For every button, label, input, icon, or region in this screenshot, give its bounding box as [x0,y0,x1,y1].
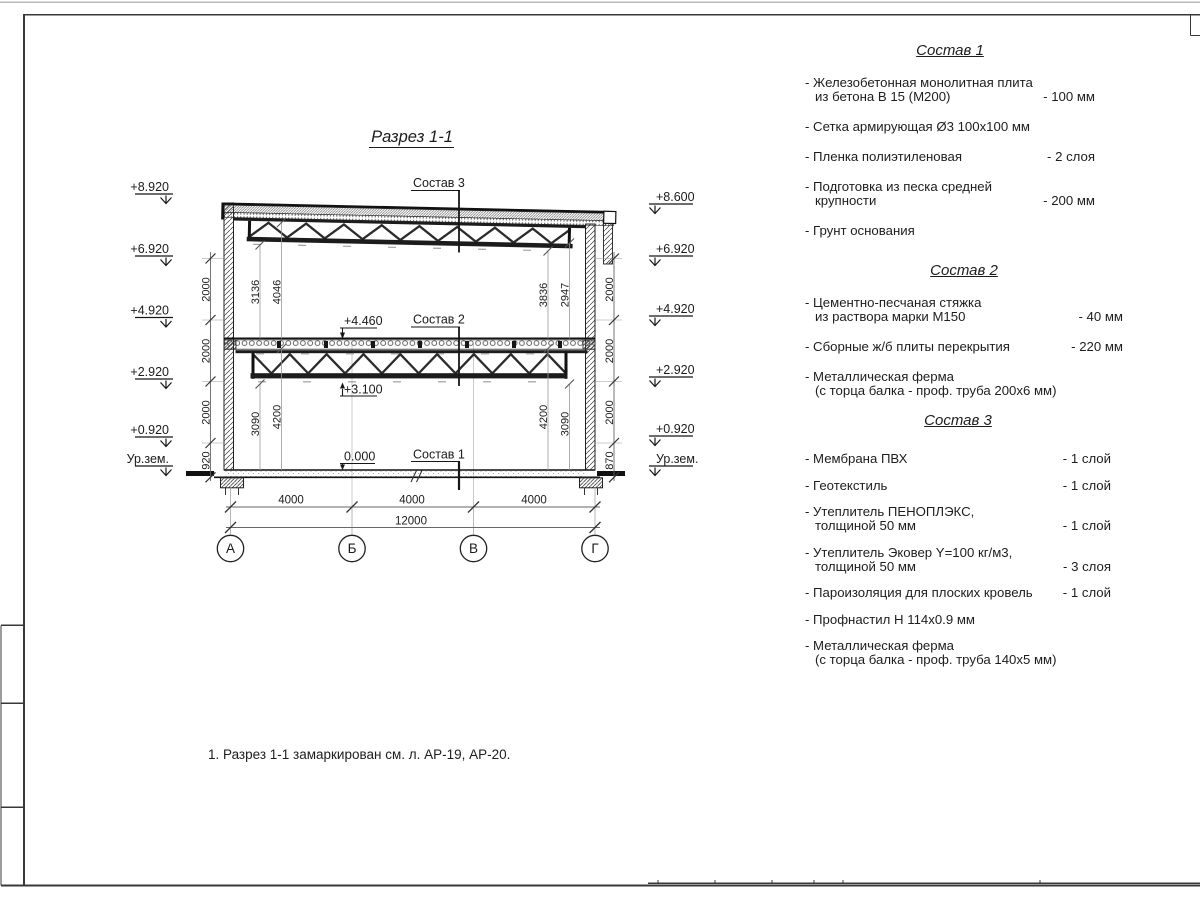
left-wall [224,203,234,470]
foundation-left [221,478,244,488]
level-marks [340,314,383,470]
section-title: Состав 1 [916,42,984,59]
list-item: - Грунт основания [805,223,915,238]
floor-truss-top-chord [236,350,588,353]
dim-ll-1: 4200 [271,404,284,430]
composition-section-3 [805,414,1135,667]
span-dim-0: 4000 [278,494,304,507]
item-value: - 1 слой [1062,518,1111,533]
dim-left-3: 920 [200,451,213,470]
list-item: - Сборные ж/б плиты перекрытия - 220 мм [805,339,1123,354]
elev-left-1: +6.920 [130,242,169,256]
ground-floor [186,470,625,495]
elev-left-0: +8.920 [130,180,169,194]
elev-right-1: +6.920 [656,242,695,256]
dim-ur-0: 3836 [538,282,550,308]
axis-g: Г [591,541,599,557]
axis-bubbles [217,535,608,561]
elevation-marks-left [127,180,173,476]
drawing-title: Разрез 1-1 [371,128,453,146]
list-item: - Профнастил Н 114x0.9 мм [805,611,975,627]
dims-bottom [225,487,601,535]
dim-left-2: 2000 [200,400,213,425]
dim-chain-left [201,252,226,482]
item-value: - 3 слоя [1063,558,1111,574]
foundation-right [580,478,603,488]
title-block-edge [648,880,1200,884]
axis-b: Б [347,541,357,557]
dim-chain-right [595,252,622,482]
elev-right-5: Ур.зем. [656,452,699,466]
dim-right-0: 2000 [604,277,616,302]
span-dim-2: 4000 [521,494,547,507]
elev-right-3: +2.920 [656,363,695,377]
axis-a: А [225,541,236,557]
span-dim-1: 4000 [399,494,425,507]
composition-section-1 [805,44,1135,238]
dim-lr-0: 4200 [538,404,550,430]
roof-edge-cap [604,211,616,223]
middle-floor [224,338,595,382]
list-item: - Цементно-песчаная стяжка из раствора марки М150 - 40 мм [805,295,1123,324]
elev-left-5: Ур.зем. [126,452,169,466]
elevation-marks-right [649,190,698,476]
axis-v: В [468,541,479,557]
dim-right-3: 870 [604,451,616,470]
item-value: - 200 мм [1043,193,1095,208]
dim-ul-0: 3136 [250,279,262,305]
mark-0000: 0.000 [344,449,376,464]
list-item: - Сетка армирующая Ø3 100x100 мм [805,119,1030,134]
item-value: - 100 мм [1043,89,1095,104]
elev-left-3: +2.920 [130,365,169,379]
dim-ur-1: 2947 [559,282,572,308]
list-item: - Железобетонная монолитная плита из бетона В 15 (М200) - 100 мм [805,75,1095,104]
mark-3100: +3.100 [344,382,383,397]
list-item: - Металлическая ферма (с торца балка - проф. труба 200х6 мм) [805,369,1057,398]
item-value: - 40 мм [1078,309,1123,324]
item-value: - 1 слой [1062,451,1111,466]
list-item: - Геотекстиль - 1 слой [805,477,1111,493]
elev-left-2: +4.920 [130,303,169,318]
composition-section-2 [805,264,1135,398]
callout-sostav1: Состав 1 [413,447,465,462]
total-dim: 12000 [395,515,427,528]
item-value: - 2 слоя [1047,149,1095,164]
dim-right-1: 2000 [604,338,616,364]
callout-sostav3: Состав 3 [413,176,465,190]
elev-right-0: +8.600 [656,190,695,204]
ground-level-bar-left [186,471,214,476]
list-item: - Утеплитель ПЕНОПЛЭКС, толщиной 50 мм - 1 слой [805,504,1111,533]
dim-lr-1: 3090 [559,411,572,437]
list-item: - Подготовка из песка средней крупности - 200 мм [805,179,1095,208]
section-title: Состав 3 [924,412,992,429]
roof-assembly [221,202,616,252]
dim-ul-1: 4046 [271,279,284,305]
list-item: - Металлическая ферма (с торца балка - проф. труба 140х5 мм) [805,638,1057,667]
item-value: - 1 слой [1062,585,1111,600]
dim-left-1: 2000 [200,338,213,364]
elev-right-2: +4.920 [656,302,695,316]
floor-truss-diagonals [253,354,566,373]
list-item: - Пароизоляция для плоских кровель - 1 слой [805,585,1111,600]
section-title: Состав 2 [930,262,998,279]
list-item: - Мембрана ПВХ - 1 слой [805,451,1111,466]
left-margin-boxes [1,625,24,885]
list-item: - Пленка полиэтиленовая - 2 слоя [805,149,1095,164]
elev-left-4: +0.920 [130,423,169,437]
item-value: - 220 мм [1071,339,1123,354]
dim-right-2: 2000 [604,400,616,425]
elev-right-4: +0.920 [656,422,695,436]
item-value: - 1 слой [1062,477,1111,493]
list-item: - Утеплитель Эковер Y=100 кг/м3, толщиной 50 мм - 3 слоя [805,544,1111,574]
mark-4460: +4.460 [344,314,383,328]
callout-sostav2: Состав 2 [413,312,465,327]
dim-left-0: 2000 [200,277,213,302]
sheet-note: 1. Разрез 1-1 замаркирован см. л. АР-19, АР-20. [208,747,511,762]
ground-level-bar-right [597,471,625,476]
dim-ll-0: 3090 [250,411,262,437]
floor-truss-bottom-chord [251,373,568,378]
composition-panel [805,44,1135,680]
roof-truss-bottom-chord [247,237,573,249]
